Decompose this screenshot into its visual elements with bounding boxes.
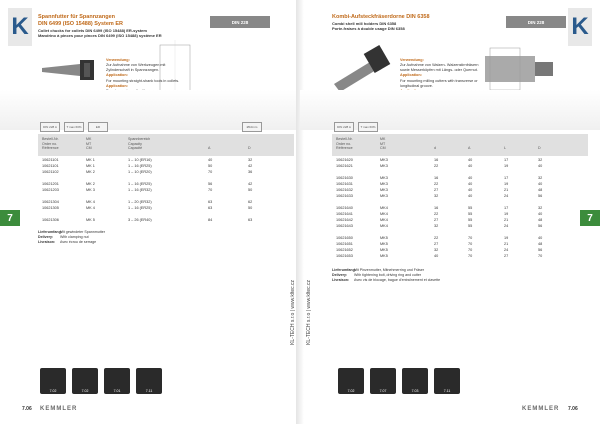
table-cell: 56 (538, 248, 543, 252)
section-tab: 7 (0, 210, 20, 226)
side-text: KL-TECH s.r.o | www.kltec.cz (290, 280, 296, 345)
table-cell: 3 – 26 (ER40) (128, 218, 152, 222)
table-cell: 55 (468, 206, 473, 210)
right-page (300, 0, 600, 424)
left-din-badge: DIN 228 (210, 16, 270, 28)
table-cell: 40 (538, 236, 543, 240)
table-cell: 48 (538, 188, 543, 192)
kemmler-logo-block: K (8, 8, 32, 46)
table-cell: 40 (538, 164, 543, 168)
right-title: Kombi-Aufsteckfräserdorne DIN 6358 (332, 14, 430, 20)
right-din-badge: DIN 228 (506, 16, 566, 28)
table-cell: MK 2 (86, 170, 95, 174)
thumb: 7.02 (40, 368, 66, 394)
table-cell: 42 (248, 164, 253, 168)
table-cell: 19 (504, 164, 509, 168)
din-icon: DIN 228 A (40, 122, 60, 132)
table-cell: MK 4 (86, 200, 95, 204)
table-cell: 22 (434, 164, 439, 168)
note-label: Livraison: (332, 277, 350, 282)
table-cell: 10621653 (336, 254, 353, 258)
table-cell: 1 – 10 (ER16) (128, 158, 152, 162)
right-icon-row (334, 122, 378, 132)
left-title-block (38, 14, 162, 39)
note-text: With clamping nut (60, 234, 89, 239)
left-thumbs (40, 368, 162, 394)
left-title: Spannfutter für Spannzangen (38, 14, 115, 20)
left-icon-row (40, 122, 108, 132)
thumb: 7.02 (338, 368, 364, 394)
table-cell: 1 – 16 (ER25) (128, 206, 152, 210)
table-cell: 16 (434, 206, 439, 210)
table-cell: 70 (468, 248, 473, 252)
col-mt: MK MT CM (380, 137, 386, 151)
table-cell: MK3 (380, 164, 388, 168)
table-cell: 24 (504, 194, 509, 198)
tmax-icon: T max 60% (64, 122, 84, 132)
table-cell: 27 (434, 188, 439, 192)
table-cell: 56 (538, 224, 543, 228)
table-cell: 36 (248, 170, 253, 174)
table-cell: MK 5 (86, 218, 95, 222)
note-label: Delivery: (332, 272, 348, 277)
right-line3: Porte-fraises à double usage DIN 6358 (332, 26, 405, 32)
table-cell: MK 4 (86, 206, 95, 210)
right-title-block (332, 14, 430, 32)
right-notes (332, 268, 440, 283)
thumb: 7.03 (402, 368, 428, 394)
usage-label-de: Verwendung: (106, 58, 130, 62)
table-cell: 70 (468, 242, 473, 246)
table-cell: 63 (208, 206, 213, 210)
left-page-number: 7.06 (22, 406, 32, 412)
note-label: Delivery: (38, 234, 54, 239)
table-cell: 40 (208, 158, 213, 162)
table-cell: 32 (248, 158, 253, 162)
table-cell: 10621640 (336, 206, 353, 210)
table-cell: 1 – 20 (ER32) (128, 200, 152, 204)
table-cell: 16 (434, 158, 439, 162)
table-cell: 10621203 (42, 188, 59, 192)
table-cell: MK5 (380, 236, 388, 240)
table-cell: 22 (434, 182, 439, 186)
table-cell: 32 (538, 158, 543, 162)
left-line3: Collet chucks for collets DIN 6499 (ISO 15488) ER-system (38, 28, 147, 34)
table-cell: 19 (504, 212, 509, 216)
table-cell: 32 (434, 194, 439, 198)
thumb: 7.07 (370, 368, 396, 394)
table-cell: 19 (504, 236, 509, 240)
table-cell: 10621101 (42, 158, 59, 162)
thumb: 7.11 (136, 368, 162, 394)
table-cell: 27 (434, 242, 439, 246)
table-cell: MK3 (380, 194, 388, 198)
table-cell: 1 – 16 (ER25) (128, 164, 152, 168)
table-cell: 10621102 (42, 170, 59, 174)
table-cell: 10621620 (336, 158, 353, 162)
left-brand: KEMMLER (40, 406, 78, 412)
table-cell: 1 – 16 (ER25) (128, 182, 152, 186)
note-text: Avec vis de blocage, bague d'entraînement et clavette (354, 277, 441, 282)
usage-de: Zur Aufnahme von Werkzeugen mit Zylinderschaft in Spannzangen. (106, 63, 166, 73)
table-cell: 27 (504, 254, 509, 258)
table-cell: 40 (468, 194, 473, 198)
col-order: Bestell-Nr. Order no. Référence (42, 137, 59, 151)
table-cell: 70 (208, 170, 213, 174)
thumb: 7.01 (104, 368, 130, 394)
usage-de: Zur Aufnahme von Walzen- Walzenstirnfräsern sowie Messerköpfen mit Längs- oder Quernut. (400, 63, 479, 73)
table-cell: 40 (468, 158, 473, 162)
table-cell: 42 (248, 182, 253, 186)
col-l: L (504, 146, 506, 150)
note-text: Mit gewindeter Spannmutter (60, 230, 105, 234)
table-cell: 10621632 (336, 188, 353, 192)
din-icon: DIN 228 A (334, 122, 354, 132)
table-cell: MK4 (380, 206, 388, 210)
col-mt: MK MT CM (86, 137, 92, 151)
table-cell: MK5 (380, 242, 388, 246)
left-line4: Mandrino à pinces pour pinces DIN 6499 (ISO 15488) système ER (38, 33, 162, 39)
table-cell: 32 (434, 248, 439, 252)
table-cell: 17 (504, 158, 509, 162)
table-cell: 40 (538, 212, 543, 216)
table-cell: 40 (468, 188, 473, 192)
table-cell: 55 (468, 224, 473, 228)
usage-label-de: Verwendung: (400, 58, 424, 62)
table-cell: 22 (434, 236, 439, 240)
col-order: Bestell-Nr. Order no. Référence (336, 137, 353, 151)
usage-label-en: Application: (106, 73, 128, 78)
table-cell: 10621633 (336, 194, 353, 198)
right-brand: KEMMLER (522, 406, 560, 412)
table-cell: 17 (504, 206, 509, 210)
table-cell: 50 (208, 164, 213, 168)
table-cell: 10621630 (336, 176, 353, 180)
col-a: A (468, 146, 471, 150)
usage-label-fr: Application: (106, 83, 128, 88)
table-cell: MK 1 (86, 158, 95, 162)
table-cell: 10621642 (336, 218, 353, 222)
left-subtitle: DIN 6499 (ISO 15488) System ER (38, 21, 123, 28)
table-cell: 16 (434, 176, 439, 180)
right-page-number: 7.06 (568, 406, 578, 412)
table-cell: 56 (208, 182, 213, 186)
table-cell: MK 3 (86, 188, 95, 192)
table-cell: 21 (504, 218, 509, 222)
table-cell: MK3 (380, 176, 388, 180)
col-d: D (248, 146, 251, 150)
usage-en: For mounting milling cutters with transverse or longitudinal groove. (400, 78, 478, 88)
note-text: With tightening bolt, driving ring and cutter (354, 272, 422, 277)
table-row (332, 254, 572, 260)
table-cell: 10621631 (336, 182, 353, 186)
table-cell: 70 (468, 236, 473, 240)
table-cell: 10621201 (42, 182, 59, 186)
table-cell: MK3 (380, 188, 388, 192)
left-notes (38, 230, 105, 245)
table-cell: 21 (504, 242, 509, 246)
table-cell: MK4 (380, 218, 388, 222)
right-thumbs (338, 368, 460, 394)
table-cell: 24 (504, 248, 509, 252)
table-cell: 21 (504, 188, 509, 192)
kemmler-logo-block-right: K (568, 8, 592, 46)
table-cell: MK4 (380, 212, 388, 216)
table-cell: 10621651 (336, 242, 353, 246)
table-cell: MK5 (380, 248, 388, 252)
table-cell: 70 (208, 188, 213, 192)
col-d-small: d (434, 146, 436, 150)
table-cell: 10621101 (42, 164, 59, 168)
table-cell: 24 (504, 224, 509, 228)
table-cell: 32 (538, 206, 543, 210)
table-row (38, 218, 278, 224)
table-cell: 63 (248, 218, 253, 222)
note-label: Lieferumfang: (38, 230, 62, 234)
diameter-icon: Ø10mm (242, 122, 262, 132)
table-cell: 32 (434, 224, 439, 228)
table-cell: 40 (538, 182, 543, 186)
table-cell: MK3 (380, 158, 388, 162)
col-d: D (538, 146, 541, 150)
table-cell: 62 (248, 200, 253, 204)
table-cell: 48 (538, 218, 543, 222)
thumb: 7.02 (72, 368, 98, 394)
section-tab-right: 7 (580, 210, 600, 226)
table-cell: 84 (208, 218, 213, 222)
table-cell: 70 (468, 254, 473, 258)
usage-en: For mounting straight-shank tools in collets. (106, 78, 180, 83)
left-table-header (38, 134, 294, 156)
note-text: Mit Pinzenmutter, Mitnehmerring und Fräser (354, 268, 425, 272)
right-table-header (332, 134, 588, 156)
table-cell: 1 – 10 (ER20) (128, 170, 152, 174)
table-cell: 56 (538, 194, 543, 198)
table-cell: MK5 (380, 254, 388, 258)
table-cell: 1 – 16 (ER32) (128, 188, 152, 192)
side-text-right: KL-TECH s.r.o | www.kltec.cz (306, 280, 312, 345)
table-cell: 40 (468, 176, 473, 180)
table-cell: 22 (434, 212, 439, 216)
table-cell: 10621304 (42, 200, 59, 204)
table-cell: 55 (468, 212, 473, 216)
table-cell: 10621306 (42, 218, 59, 222)
table-cell: 63 (208, 200, 213, 204)
er-icon: ER (88, 122, 108, 132)
table-cell: 10621643 (336, 224, 353, 228)
table-cell: 10621641 (336, 212, 353, 216)
table-cell: 27 (434, 218, 439, 222)
table-cell: MK 1 (86, 164, 95, 168)
table-cell: 50 (248, 206, 253, 210)
collet-chuck-image (40, 50, 100, 90)
table-cell: 17 (504, 176, 509, 180)
table-cell: MK4 (380, 224, 388, 228)
table-cell: 32 (538, 176, 543, 180)
right-line2: Combi shell mill holders DIN 6358 (332, 21, 397, 27)
col-capacity: Spannbereich Capacity Capacité (128, 137, 151, 151)
table-cell: 10621652 (336, 248, 353, 252)
table-cell: 50 (248, 188, 253, 192)
usage-label-en: Application: (400, 73, 422, 78)
table-cell: MK 2 (86, 182, 95, 186)
table-cell: 55 (468, 218, 473, 222)
table-cell: 48 (538, 242, 543, 246)
table-cell: 40 (468, 182, 473, 186)
thumb: 7.11 (434, 368, 460, 394)
table-cell: 10621650 (336, 236, 353, 240)
table-cell: 40 (468, 164, 473, 168)
table-cell: MK3 (380, 182, 388, 186)
table-cell: 70 (538, 254, 543, 258)
table-cell: 19 (504, 182, 509, 186)
table-cell: 10621305 (42, 206, 59, 210)
table-cell: 10621621 (336, 164, 353, 168)
note-text: Avec écrou de serrage (60, 239, 97, 244)
note-label: Lieferumfang: (332, 268, 356, 272)
col-a: A (208, 146, 211, 150)
table-cell: 40 (434, 254, 439, 258)
tmax-icon: T max 60% (358, 122, 378, 132)
note-label: Livraison: (38, 239, 56, 244)
